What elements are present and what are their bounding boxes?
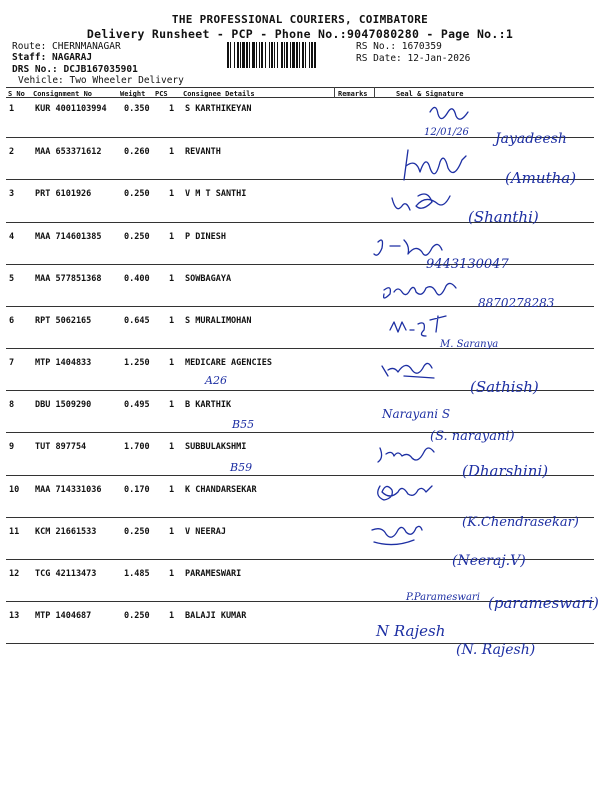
row-consignment: TUT 897754 — [35, 442, 87, 452]
signature-scribble — [374, 240, 442, 255]
row-consignment: MTP 1404687 — [35, 611, 92, 621]
row-consignee: SUBBULAKSHMI — [185, 442, 247, 452]
signature-scribble — [430, 107, 468, 119]
row-weight: 0.250 — [124, 527, 150, 537]
handwritten-name: (Dharshini) — [462, 462, 549, 480]
row-weight: 0.645 — [124, 316, 150, 326]
row-pcs: 1 — [169, 527, 175, 537]
row-pcs: 1 — [169, 400, 175, 410]
row-pcs: 1 — [169, 316, 175, 326]
handwritten-note: B55 — [232, 418, 255, 431]
row-pcs: 1 — [169, 232, 175, 242]
row-pcs: 1 — [169, 104, 175, 114]
row-pcs: 1 — [169, 569, 175, 579]
row-consignee: PARAMESWARI — [185, 569, 242, 579]
row-pcs: 1 — [169, 358, 175, 368]
row-consignment: TCG 42113473 — [35, 569, 97, 579]
handwritten-name: (Neeraj.V) — [452, 553, 526, 569]
col-weight: Weight — [120, 90, 146, 98]
row-sno: 8 — [9, 400, 15, 410]
row-consignee: B KARTHIK — [185, 400, 232, 410]
handwritten-name: P.Parameswari — [406, 592, 480, 603]
row-pcs: 1 — [169, 147, 175, 157]
row-consignment: MAA 653371612 — [35, 147, 102, 157]
col-consignment: Consignment No — [33, 90, 93, 98]
row-sno: 10 — [9, 485, 20, 495]
row-consignee: V M T SANTHI — [185, 189, 247, 199]
row-weight: 0.250 — [124, 189, 150, 199]
row-sno: 3 — [9, 189, 15, 199]
handwritten-phone: 9443130047 — [426, 257, 509, 272]
row-weight: 0.250 — [124, 232, 150, 242]
vehicle-label: Vehicle: Two Wheeler Delivery — [18, 75, 184, 86]
row-pcs: 1 — [169, 189, 175, 199]
row-consignee: BALAJI KUMAR — [185, 611, 247, 621]
handwritten-name: (S. narayani) — [430, 429, 515, 444]
handwritten-name: Jayadeesh — [495, 131, 567, 147]
rs-number: RS No.: 1670359 — [356, 41, 442, 52]
row-consignment: MTP 1404833 — [35, 358, 92, 368]
row-sno: 11 — [9, 527, 20, 537]
row-consignee: S KARTHIKEYAN — [185, 104, 252, 114]
row-sno: 9 — [9, 442, 15, 452]
row-weight: 0.350 — [124, 104, 150, 114]
signature-scribble — [382, 363, 434, 378]
runsheet-title: Delivery Runsheet - PCP - Phone No.:9047080280 - Page No.:1 — [86, 27, 514, 41]
row-weight: 0.400 — [124, 274, 150, 284]
handwritten-name: (Sathish) — [470, 378, 539, 396]
drs-label: DRS No.: DCJB167035901 — [12, 64, 138, 75]
company-title: THE PROFESSIONAL COURIERS, COIMBATORE — [171, 13, 429, 26]
row-weight: 1.485 — [124, 569, 150, 579]
row-pcs: 1 — [169, 274, 175, 284]
row-consignee: SOWBAGAYA — [185, 274, 232, 284]
row-weight: 0.170 — [124, 485, 150, 495]
row-consignment: PRT 6101926 — [35, 189, 92, 199]
col-seal-signature: Seal & Signature — [396, 90, 464, 98]
staff-label: Staff: NAGARAJ — [12, 52, 93, 63]
row-consignment: MAA 714331036 — [35, 485, 102, 495]
signature-scribble — [378, 448, 434, 462]
row-consignment: KUR 4001103994 — [35, 104, 107, 114]
handwritten-name: (Amutha) — [505, 169, 577, 187]
handwritten-date: 12/01/26 — [424, 127, 469, 138]
row-consignment: MAA 714601385 — [35, 232, 102, 242]
signature-scribble — [372, 526, 422, 544]
col-remarks: Remarks — [338, 90, 368, 98]
handwritten-name: Narayani S — [382, 407, 451, 421]
handwritten-phone: 8870278283 — [478, 296, 555, 310]
row-consignee: P DINESH — [185, 232, 226, 242]
row-sno: 6 — [9, 316, 15, 326]
row-sno: 12 — [9, 569, 20, 579]
col-pcs: PCS — [155, 90, 168, 98]
handwritten-name: (K.Chendrasekar) — [462, 515, 579, 530]
handwritten-name: (Shanthi) — [468, 208, 539, 226]
row-weight: 0.260 — [124, 147, 150, 157]
row-sno: 7 — [9, 358, 15, 368]
row-sno: 5 — [9, 274, 15, 284]
signature-scribble — [392, 194, 450, 210]
row-consignee: K CHANDARSEKAR — [185, 485, 257, 495]
handwritten-note: A26 — [205, 374, 227, 387]
row-sno: 1 — [9, 104, 15, 114]
row-weight: 1.700 — [124, 442, 150, 452]
handwritten-note: B59 — [230, 461, 253, 474]
rs-date: RS Date: 12-Jan-2026 — [356, 53, 471, 64]
row-pcs: 1 — [169, 442, 175, 452]
signature-scribble — [390, 316, 446, 336]
row-consignee: REVANTH — [185, 147, 221, 157]
row-sno: 13 — [9, 611, 20, 621]
handwritten-name: M. Saranya — [440, 339, 499, 350]
row-weight: 1.250 — [124, 358, 150, 368]
row-pcs: 1 — [169, 611, 175, 621]
row-pcs: 1 — [169, 485, 175, 495]
row-consignee: S MURALIMOHAN — [185, 316, 252, 326]
row-consignment: MAA 577851368 — [35, 274, 102, 284]
row-weight: 0.250 — [124, 611, 150, 621]
row-weight: 0.495 — [124, 400, 150, 410]
row-consignee: V NEERAJ — [185, 527, 226, 537]
handwritten-name: (N. Rajesh) — [456, 642, 536, 658]
handwritten-name: (parameswari) — [488, 594, 599, 612]
row-consignee: MEDICARE AGENCIES — [185, 358, 272, 368]
row-consignment: KCM 21661533 — [35, 527, 97, 537]
row-consignment: DBU 1509290 — [35, 400, 92, 410]
route-label: Route: CHERNMANAGAR — [12, 41, 121, 52]
signature-scribble — [384, 283, 456, 298]
signature-scribble — [378, 486, 432, 500]
row-sno: 2 — [9, 147, 15, 157]
col-sno: S No — [8, 90, 25, 98]
col-consignee: Consignee Details — [183, 90, 255, 98]
row-sno: 4 — [9, 232, 15, 242]
handwritten-name: N Rajesh — [376, 622, 446, 640]
row-consignment: RPT 5062165 — [35, 316, 92, 326]
signature-scribble — [404, 150, 466, 180]
